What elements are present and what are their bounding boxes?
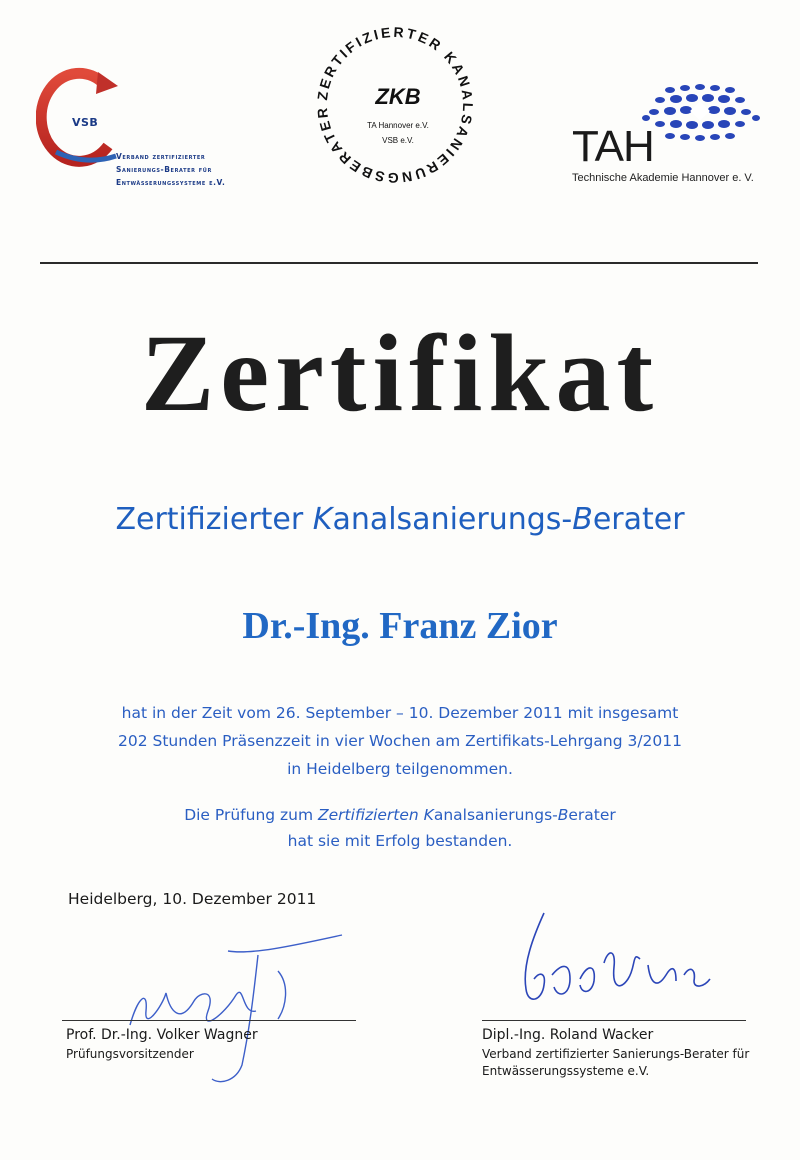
exam-line-2: hat sie mit Erfolg bestanden. [287, 832, 513, 850]
exam-line-1-end: erater [568, 806, 616, 824]
header-divider [40, 262, 758, 264]
certificate-subtitle [0, 502, 800, 537]
signature-line-left [62, 1020, 356, 1021]
signer-right-role-line-1: Verband zertifizierter Sanierungs-Berater für [482, 1047, 750, 1061]
exam-line-1-pre: Die Prüfung zum [184, 806, 319, 824]
subtitle-part-3: analsanierungs- [332, 502, 573, 537]
exam-line-1-b: B [557, 806, 569, 824]
recipient-name: Dr.-Ing. Franz Zior [242, 605, 558, 647]
subtitle-part-2: K [312, 502, 333, 537]
tah-logo [570, 80, 770, 190]
tah-logo-subtitle: Technische Akademie Hannover e. V. [572, 172, 754, 184]
tah-dot-pattern-icon [640, 80, 770, 150]
body-line-2: 202 Stunden Präsenzzeit in vier Wochen am Zertifikats-Lehrgang 3/2011 [117, 732, 683, 750]
body-line-1: hat in der Zeit vom 26. September – 10. Dezember 2011 mit insgesamt [121, 704, 679, 722]
certificate-title: Zertifikat [140, 312, 660, 434]
zkb-seal-line-2: VSB e.V. [382, 136, 414, 145]
zkb-seal-title: ZKB [375, 84, 421, 109]
subtitle-part-1: Zertifizierter [115, 502, 313, 537]
exam-line-1-mid: analsanierungs- [433, 806, 558, 824]
vsb-logo-line-3: Entwässerungssysteme e.V. [116, 178, 226, 187]
zkb-seal-line-1: TA Hannover e.V. [367, 121, 429, 130]
vsb-logo-line-1: Verband zertifizierter [116, 152, 206, 161]
signature-right [500, 905, 730, 1025]
vsb-logo-line-2: Sanierungs-Berater für [116, 165, 212, 174]
exam-line-1-k: K [423, 806, 434, 824]
subtitle-part-5: erater [592, 502, 685, 537]
zkb-seal-ring-text: ZERTIFIZIERTER KANALSANIERUNGSBERATER [313, 23, 477, 187]
signature-line-right [482, 1020, 746, 1021]
signature-left [110, 915, 380, 1095]
body-line-3: in Heidelberg teilgenommen. [287, 760, 513, 778]
signer-left-name: Prof. Dr.-Ing. Volker Wagner [66, 1027, 258, 1043]
zkb-seal [310, 20, 480, 190]
signer-left-role: Prüfungsvorsitzender [66, 1047, 194, 1061]
tah-logo-abbr: TAH [572, 122, 654, 171]
exam-line-1-z: Zertifizierten [318, 806, 424, 824]
signer-right-role-line-2: Entwässerungssysteme e.V. [482, 1064, 650, 1078]
vsb-logo [30, 60, 250, 210]
exam-line-1 [0, 806, 800, 824]
place-and-date: Heidelberg, 10. Dezember 2011 [68, 890, 317, 908]
subtitle-part-4: B [572, 502, 593, 537]
vsb-logo-abbr: VSB [72, 116, 99, 129]
signer-right-name: Dipl.-Ing. Roland Wacker [482, 1027, 654, 1043]
